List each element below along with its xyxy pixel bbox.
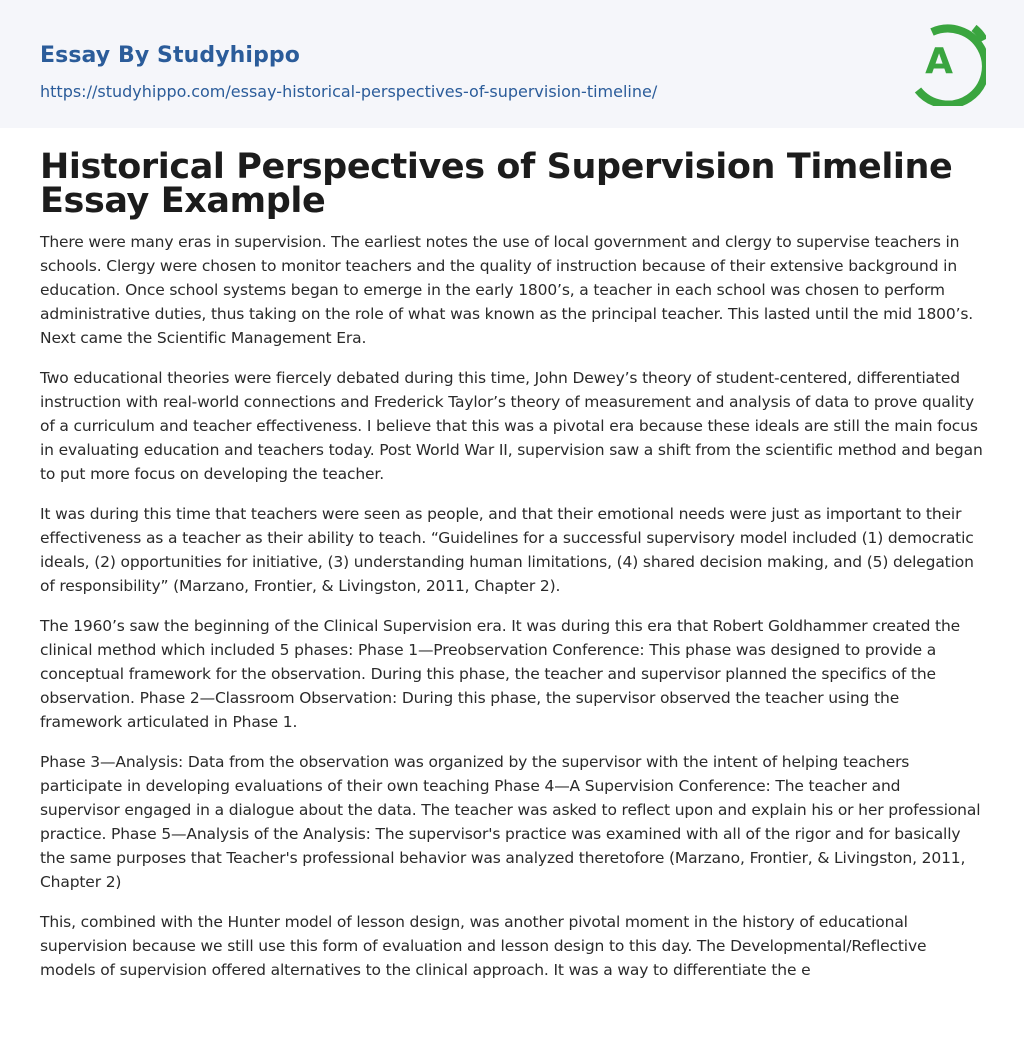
article-paragraph: It was during this time that teachers were seen as people, and that their emotional needs were just as important to their effectiveness as a teacher as their ability to teach. “Guidelines for a successful supervisory model included (1) democratic ideals, (2) opportunities for initiative, (3) understanding human limitations, (4) shared decision making, and (5) delegation of responsibility” (Marzano, Frontier, & Livingston, 2011, Chapter 2).	[40, 505, 974, 595]
article-paragraph: This, combined with the Hunter model of lesson design, was another pivotal moment in the history of educational supervision because we still use this form of evaluation and lesson design to this day. The Developmental/Reflective models of supervision offered alternatives to the clinical approach. It was a way to differentiate the e	[40, 913, 927, 979]
article-paragraph: The 1960’s saw the beginning of the Clinical Supervision era. It was during this era that Robert Goldhammer created the clinical method which included 5 phases: Phase 1—Preobservation Conference: This phase was designed to provide a conceptual framework for the observation. During this phase, the teacher and supervisor planned the specifics of the observation. Phase 2—Classroom Observation: During this phase, the supervisor observed the teacher using the framework articulated in Phase 1.	[40, 617, 961, 731]
article-paragraph: There were many eras in supervision. The earliest notes the use of local government and clergy to supervise teachers in schools. Clergy were chosen to monitor teachers and the quality of instruction because of their extensive background in education. Once school systems began to emerge in the early 1800’s, a teacher in each school was chosen to perform administrative duties, thus taking on the role of what was known as the principal teacher. This lasted until the mid 1800’s. Next came the Scientific Management Era.	[40, 233, 974, 347]
article-title: Historical Perspectives of Supervision Timeline Essay Example	[40, 147, 953, 221]
logo-letter: A	[925, 41, 953, 82]
site-name[interactable]: Essay By Studyhippo	[40, 43, 300, 68]
essay-url-link[interactable]: https://studyhippo.com/essay-historical-perspectives-of-supervision-timeline/	[40, 82, 658, 101]
article-paragraph: Two educational theories were fiercely debated during this time, John Dewey’s theory of student-centered, differentiated instruction with real-world connections and Frederick Taylor’s theory of measurement and analysis of data to prove quality of a curriculum and teacher effectiveness. I believe that this was a pivotal era because these ideals are still the main focus in evaluating education and teachers today. Post World War II, supervision saw a shift from the scientific method and began to put more focus on developing the teacher.	[40, 369, 983, 483]
article-body	[0, 128, 1024, 982]
site-header	[0, 0, 1024, 128]
article-paragraph: Phase 3—Analysis: Data from the observation was organized by the supervisor with the intent of helping teachers participate in developing evaluations of their own teaching Phase 4—A Supervision Conference: The teacher and supervisor engaged in a dialogue about the data. The teacher was asked to reflect upon and explain his or her professional practice. Phase 5—Analysis of the Analysis: The supervisor's practice was examined with all of the rigor and for basically the same purposes that Teacher's professional behavior was analyzed theretofore (Marzano, Frontier, & Livingston, 2011, Chapter 2)	[40, 753, 981, 891]
studyhippo-logo[interactable]	[912, 18, 986, 106]
